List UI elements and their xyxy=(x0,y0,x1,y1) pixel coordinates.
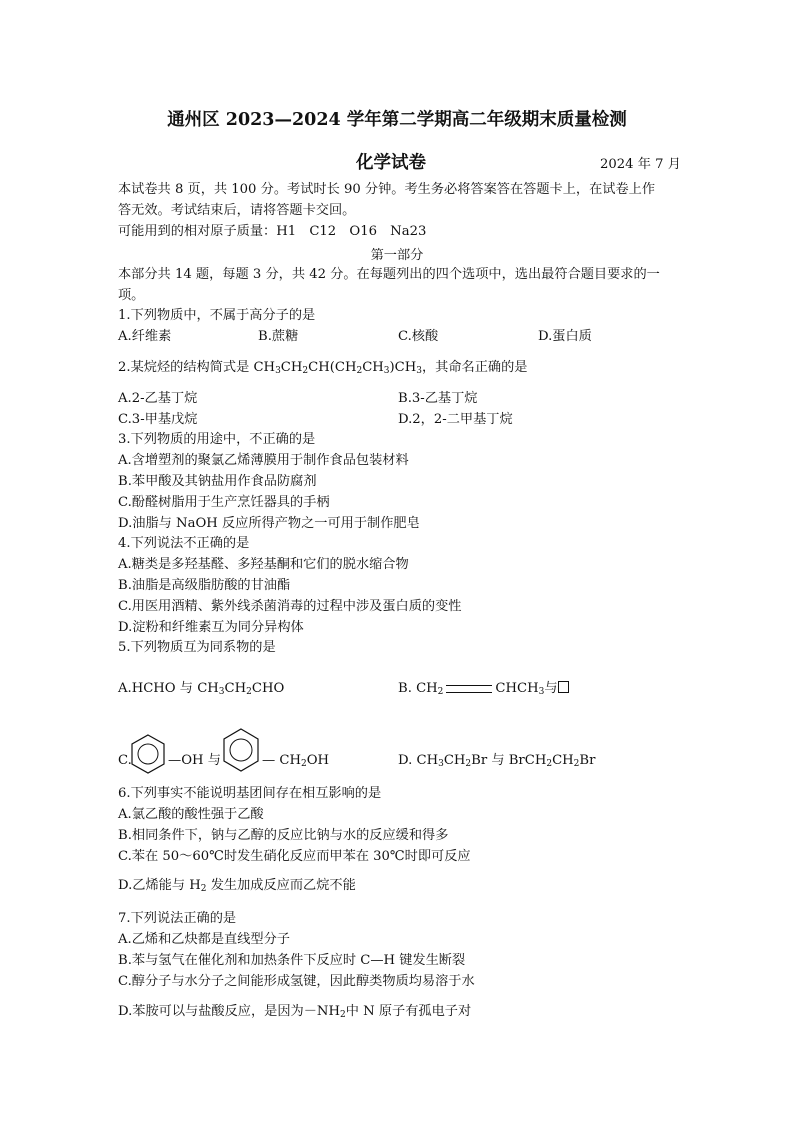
q5-d-pre: D. xyxy=(398,753,417,768)
q2-stem-pre: 2.某烷烃的结构简式是 xyxy=(118,360,254,375)
q2-option-a: A.2-乙基丁烷 xyxy=(118,391,198,406)
q3-stem: 3.下列物质的用途中，不正确的是 xyxy=(118,432,316,447)
q1-option-a: A.纤维素 xyxy=(118,329,172,344)
q7-option-a: A.乙烯和乙炔都是直线型分子 xyxy=(118,932,290,947)
q5-b-pre: B. xyxy=(398,681,417,696)
q5-c-ch2oh-text: — CH xyxy=(262,753,301,768)
q3-option-a: A.含增塑剂的聚氯乙烯薄膜用于制作食品包装材料 xyxy=(118,453,409,468)
q6-option-a: A.氯乙酸的酸性强于乙酸 xyxy=(118,807,264,822)
exam-date: 2024 年 7 月 xyxy=(600,157,681,172)
intro-line-3: 可能用到的相对原子质量：H1 C12 O16 Na23 xyxy=(118,224,427,239)
q4-option-d: D.淀粉和纤维素互为同分异构体 xyxy=(118,620,304,635)
q6-option-b: B.相同条件下，钠与乙醇的反应比钠与水的反应缓和得多 xyxy=(118,828,449,843)
q3-option-c: C.酚醛树脂用于生产烹饪器具的手柄 xyxy=(118,495,330,510)
q7-d-post: 中 N 原子有孤电子对 xyxy=(345,1004,472,1019)
q4-option-b: B.油脂是高级脂肪酸的甘油酯 xyxy=(118,578,291,593)
exam-title: 通州区 2023—2024 学年第二学期高二年级期末质量检测 xyxy=(167,110,627,130)
q7-stem: 7.下列说法正确的是 xyxy=(118,911,237,926)
q7-d-pre: D.苯胺可以与盐酸反应，是因为－ xyxy=(118,1004,317,1019)
q2-option-d: D.2，2-二甲基丁烷 xyxy=(398,412,513,427)
q2-option-b: B.3-乙基丁烷 xyxy=(398,391,478,406)
q2-stem-post: ，其命名正确的是 xyxy=(422,360,528,375)
q2-formula: $CH_3CH_2CH(CH_2CH_3)CH_3$ xyxy=(253,360,422,376)
q7-option-c: C.醇分子与水分子之间能形成氢键，因此醇类物质均易溶于水 xyxy=(118,974,475,989)
intro-line-1: 本试卷共 8 页，共 100 分。考试时长 90 分钟。考生务必将答案答在答题卡上，在试卷上作 xyxy=(118,182,656,197)
q7-option-d: D.苯胺可以与盐酸反应，是因为$-NH_2$中 N 原子有孤电子对 xyxy=(118,1004,472,1020)
q1-option-b: B.蔗糖 xyxy=(258,329,299,344)
q6-d-post: 发生加成反应而乙烷不能 xyxy=(206,878,356,893)
q1-option-d: D.蛋白质 xyxy=(538,329,592,344)
q6-option-d: D.乙烯能与 $H_2$ 发生加成反应而乙烷不能 xyxy=(118,878,356,894)
part1-desc-1: 本部分共 14 题，每题 3 分，共 42 分。在每题列出的四个选项中，选出最符合题目要求的一 xyxy=(118,267,660,282)
exam-subtitle: 化学试卷 xyxy=(356,153,426,173)
q1-option-c: C.核酸 xyxy=(398,329,439,344)
q2-stem xyxy=(118,359,528,376)
intro-line-2: 答无效。考试结束后，请将答题卡交回。 xyxy=(118,203,356,218)
q5-a-pre: A.HCHO 与 xyxy=(118,681,198,696)
q3-option-d: D.油脂与 NaOH 反应所得产物之一可用于制作肥皂 xyxy=(118,516,420,531)
q5-option-a: A.HCHO 与 $CH_3CH_2CHO$ xyxy=(118,681,285,697)
q5-option-b: B. $CH_2$ $CHCH_3$与 xyxy=(398,680,569,697)
q6-stem: 6.下列事实不能说明基团间存在相互影响的是 xyxy=(118,786,382,801)
q5-c-oh: —OH 与 xyxy=(168,753,221,768)
q5-option-d: D. $CH_3CH_2Br$ 与 $BrCH_2CH_2Br$ xyxy=(398,753,596,769)
q5-stem: 5.下列物质互为同系物的是 xyxy=(118,640,276,655)
benzene-ring-icon xyxy=(222,727,260,773)
q7-option-b: B.苯与氢气在催化剂和加热条件下反应时 C—H 键发生断裂 xyxy=(118,953,466,968)
q2-option-c: C.3-甲基戊烷 xyxy=(118,412,198,427)
q5-d-mid: 与 xyxy=(487,753,509,768)
q5-c-label: C. xyxy=(118,753,132,768)
q6-d-pre: D.乙烯能与 xyxy=(118,878,190,893)
q6-option-c: C.苯在 50～60℃时发生硝化反应而甲苯在 30℃时即可反应 xyxy=(118,849,471,864)
q4-option-a: A.糖类是多羟基醛、多羟基酮和它们的脱水缩合物 xyxy=(118,557,409,572)
q4-stem: 4.下列说法不正确的是 xyxy=(118,536,250,551)
double-bond-icon xyxy=(446,685,492,693)
part1-desc-2: 项。 xyxy=(118,288,145,303)
part1-heading: 第一部分 xyxy=(370,248,424,263)
q5-b-mid: 与 xyxy=(544,681,558,696)
q1-stem: 1.下列物质中，不属于高分子的是 xyxy=(118,308,316,323)
missing-glyph-box xyxy=(558,681,569,693)
q5-c-ch2oh: — $CH_2OH$ xyxy=(262,753,330,769)
benzene-ring-icon xyxy=(130,733,166,775)
q4-option-c: C.用医用酒精、紫外线杀菌消毒的过程中涉及蛋白质的变性 xyxy=(118,599,462,614)
q3-option-b: B.苯甲酸及其钠盐用作食品防腐剂 xyxy=(118,474,317,489)
